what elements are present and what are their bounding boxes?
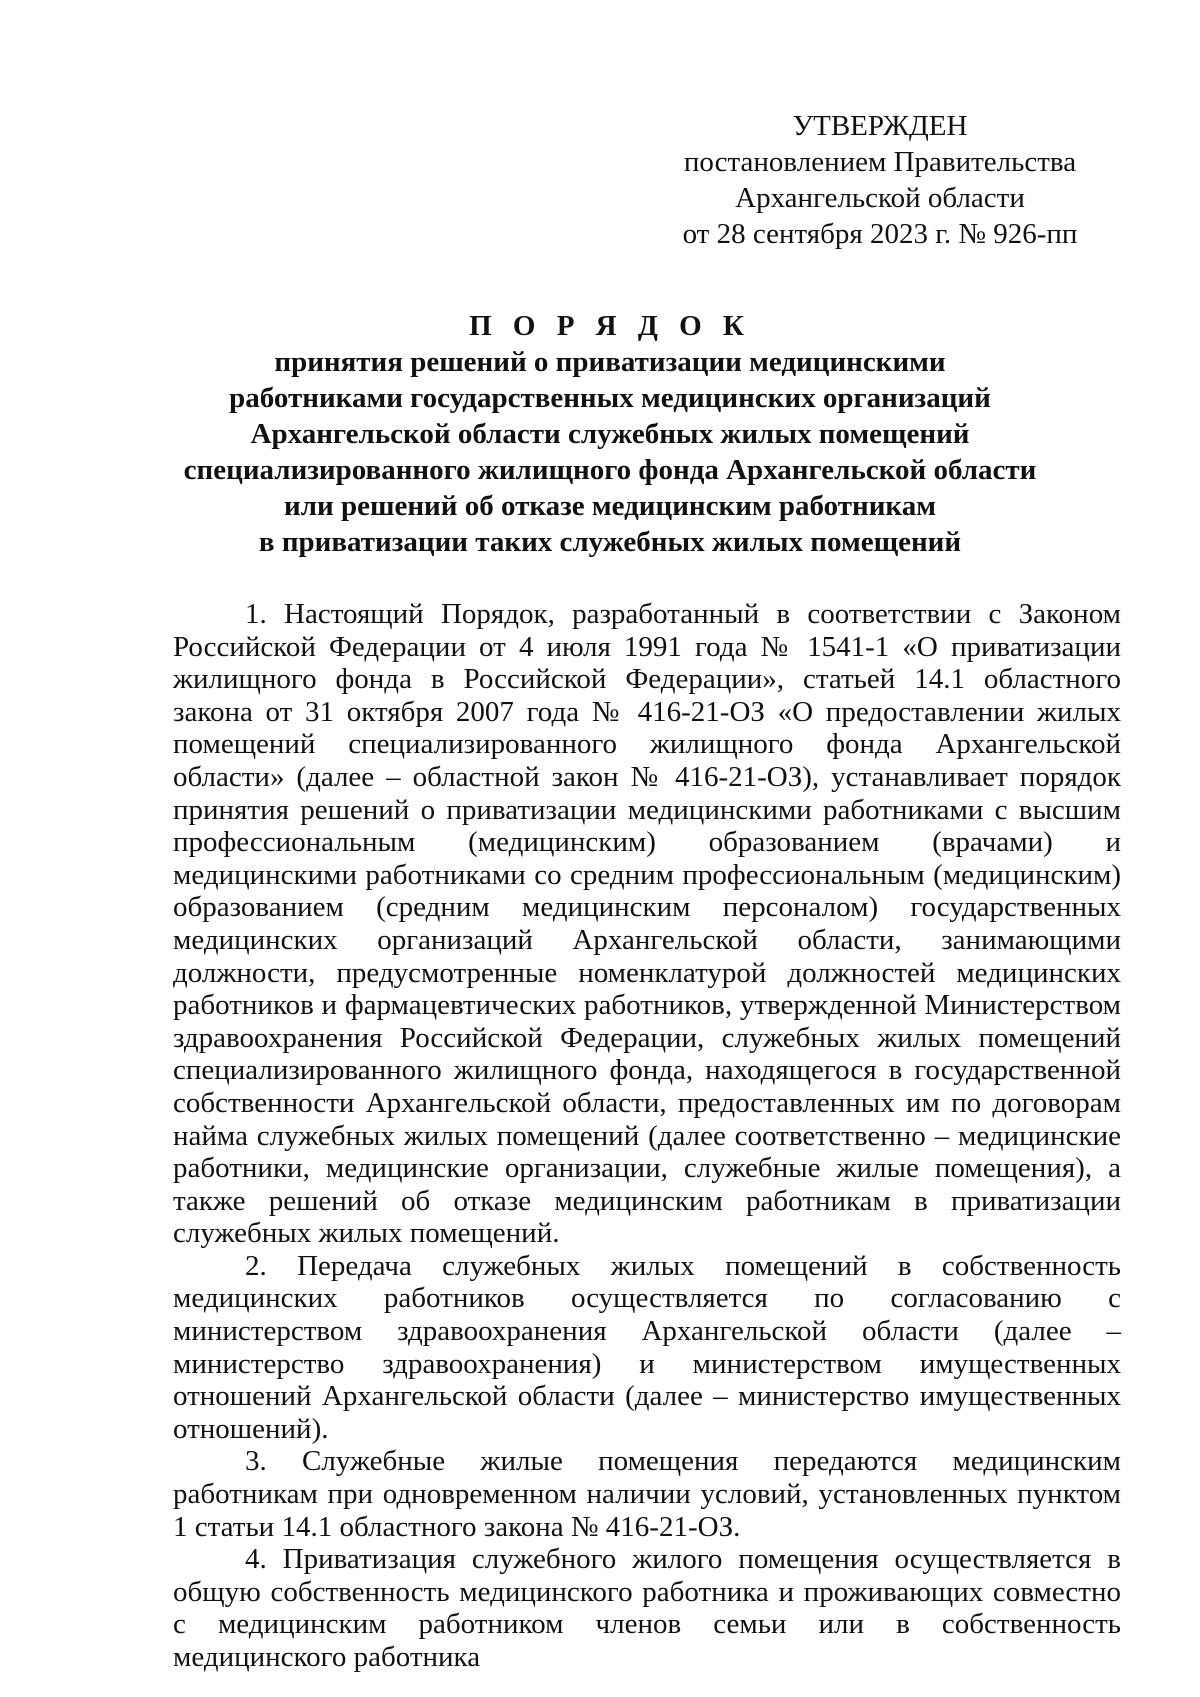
document-body (173, 598, 1121, 1674)
title-line: или решений об отказе медицинским работникам (284, 490, 936, 522)
paragraph-3: 3. Служебные жилые помещения передаются медицинским работникам при одновременном наличии условий, установленных пунктом 1 статьи 14.1 областного закона № 416-21-ОЗ. (173, 1445, 1121, 1543)
approval-stamp (660, 108, 1100, 252)
title-line: специализированного жилищного фонда Архангельской области (183, 454, 1037, 486)
title-line: работниками государственных медицинских организаций (229, 382, 991, 414)
approval-line: постановлением Правительства (683, 146, 1077, 178)
approval-heading: УТВЕРЖДЕН (792, 110, 968, 142)
title-line: в приватизации таких служебных жилых помещений (258, 526, 962, 558)
title-line: принятия решений о приватизации медицинскими (274, 346, 946, 378)
paragraph-4: 4. Приватизация служебного жилого помещения осуществляется в общую собственность медицинского работника и проживающих совместно с медицинским работником членов семьи или в собственность медицинского работника (173, 1543, 1121, 1673)
document-title (170, 308, 1050, 560)
paragraph-1: 1. Настоящий Порядок, разработанный в соответствии с Законом Российской Федерации от 4 июля 1991 года № 1541-1 «О приватизации жилищного фонда в Российской Федерации», статьей 14.1 областного закона от 31 октября 2007 года № 416-21-ОЗ «О предоставлении жилых помещений специализированного жилищного фонда Архангельской области» (далее – областной закон № 416-21-ОЗ), устанавливает порядок принятия решений о приватизации медицинскими работниками с высшим профессиональным (медицинским) образованием (врачами) и медицинскими работниками со средним профессиональным (медицинским) образованием (средним медицинским персоналом) государственных медицинских организаций Архангельской области, занимающими должности, предусмотренные номенклатурой должностей медицинских работников и фармацевтических работников, утвержденной Министерством здравоохранения Российской Федерации, служебных жилых помещений специализированного жилищного фонда, находящегося в государственной собственности Архангельской области, предоставленных им по договорам найма служебных жилых помещений (далее соответственно – медицинские работники, медицинские организации, служебные жилые помещения), а также решений об отказе медицинским работникам в приватизации служебных жилых помещений. (173, 598, 1121, 1250)
document-type-heading: П О Р Я Д О К (469, 310, 751, 342)
paragraph-2: 2. Передача служебных жилых помещений в собственность медицинских работников осуществляется по согласованию с министерством здравоохранения Архангельской области (далее – министерство здравоохранения) и министерством имущественных отношений Архангельской области (далее – министерство имущественных отношений). (173, 1249, 1121, 1445)
approval-date-line: от 28 сентября 2023 г. № 926-пп (682, 218, 1078, 250)
title-line: Архангельской области служебных жилых помещений (250, 418, 970, 450)
approval-line: Архангельской области (735, 182, 1025, 214)
